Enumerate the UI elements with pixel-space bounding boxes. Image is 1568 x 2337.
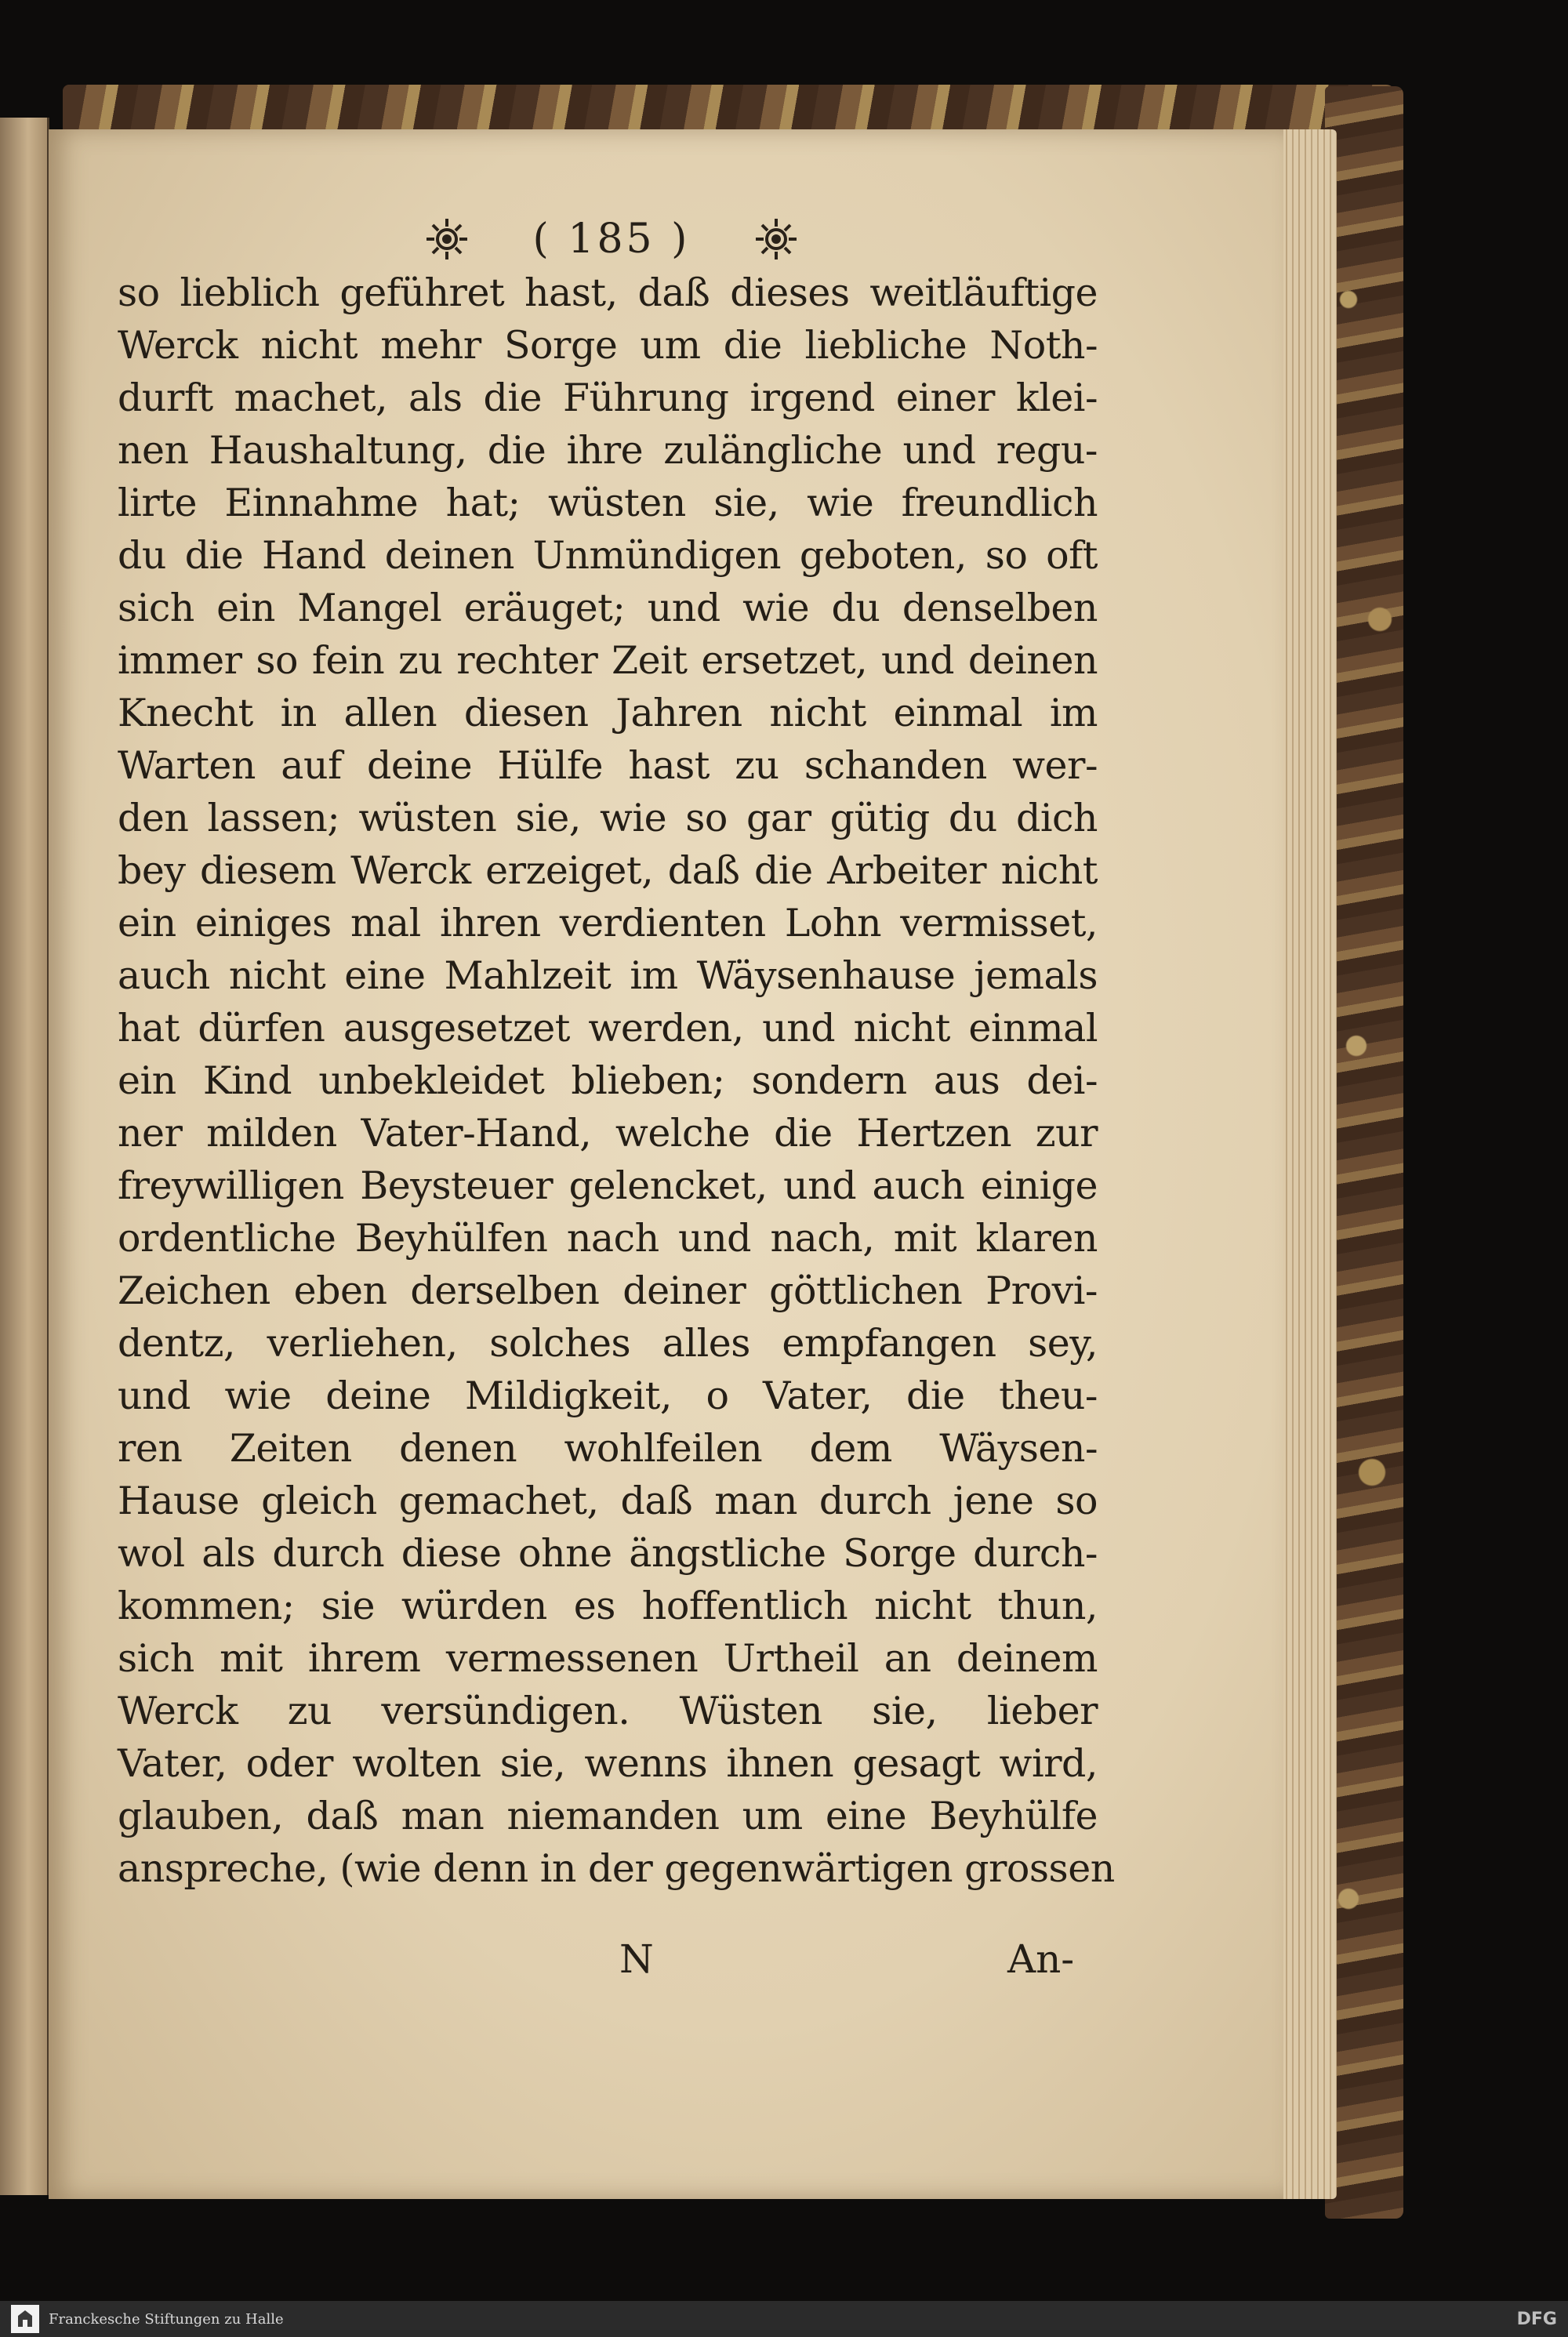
text-line: glauben, daß man niemanden um eine Beyhülfe xyxy=(118,1794,1098,1838)
text-line: ner milden Vater-Hand, welche die Hertzen zur xyxy=(118,1111,1098,1156)
text-line: Knecht in allen diesen Jahren nicht einmal im xyxy=(118,691,1098,735)
text-line: und wie deine Mildigkeit, o Vater, die theu- xyxy=(118,1374,1098,1418)
text-line: lirte Einnahme hat; wüsten sie, wie freundlich xyxy=(118,481,1098,525)
text-line: du die Hand deinen Unmündigen geboten, so oft xyxy=(118,533,1098,578)
catchword: An- xyxy=(1007,1936,1075,1982)
text-line: den lassen; wüsten sie, wie so gar gütig du dich xyxy=(118,796,1098,840)
text-line: dentz, verliehen, solches alles empfangen sey, xyxy=(118,1321,1098,1366)
text-line: auch nicht eine Mahlzeit im Wäysenhause jemals xyxy=(118,953,1098,998)
text-line: so lieblich geführet hast, daß dieses weitläuftige xyxy=(118,270,1098,315)
text-line: durft machet, als die Führung irgend einer klei- xyxy=(118,376,1098,420)
footer-institution xyxy=(11,2305,284,2333)
footer-bar xyxy=(0,2301,1568,2337)
text-line: Zeichen eben derselben deiner göttlichen Provi- xyxy=(118,1268,1098,1313)
text-line: hat dürfen ausgesetzet werden, und nicht einmal xyxy=(118,1006,1098,1051)
left-page-edge xyxy=(0,118,49,2195)
text-line: ein Kind unbekleidet blieben; sondern aus dei- xyxy=(118,1058,1098,1103)
text-line: ein einiges mal ihren verdienten Lohn vermisset, xyxy=(118,901,1098,945)
text-line: Warten auf deine Hülfe hast zu schanden wer- xyxy=(118,743,1098,788)
institution-name: Franckesche Stiftungen zu Halle xyxy=(49,2310,284,2328)
text-line: Werck zu versündigen. Wüsten sie, lieber xyxy=(118,1689,1098,1733)
marbled-board-spine xyxy=(1325,86,1403,2219)
text-line: bey diesem Werck erzeiget, daß die Arbeiter nicht xyxy=(118,848,1098,893)
text-line: Hause gleich gemachet, daß man durch jene so xyxy=(118,1479,1098,1523)
dfg-logo: DFG xyxy=(1516,2309,1557,2329)
text-line: wol als durch diese ohne ängstliche Sorge durch- xyxy=(118,1531,1098,1576)
page-number: ( 185 ) xyxy=(532,216,691,263)
ornament-right-icon xyxy=(753,216,800,263)
text-line: ordentliche Beyhülfen nach und nach, mit klaren xyxy=(118,1216,1098,1261)
text-line: nen Haushaltung, die ihre zulängliche und regu- xyxy=(118,428,1098,473)
text-line: freywilligen Beysteuer gelencket, und auch einige xyxy=(118,1163,1098,1208)
text-line: Vater, oder wolten sie, wenns ihnen gesagt wird, xyxy=(118,1741,1098,1786)
page-header xyxy=(423,212,800,267)
text-line: anspreche, (wie denn in der gegenwärtigen grossen xyxy=(118,1846,1115,1891)
text-line: Werck nicht mehr Sorge um die liebliche Noth- xyxy=(118,323,1098,368)
signature-mark: N xyxy=(619,1936,654,1982)
text-line: ren Zeiten denen wohlfeilen dem Wäysen- xyxy=(118,1426,1098,1471)
text-line: kommen; sie würden es hoffentlich nicht thun, xyxy=(118,1584,1098,1628)
ornament-left-icon xyxy=(423,216,470,263)
body-text xyxy=(118,267,1115,1895)
institution-logo-icon xyxy=(11,2305,39,2333)
text-line: sich ein Mangel eräuget; und wie du denselben xyxy=(118,586,1098,630)
text-line: sich mit ihrem vermessenen Urtheil an deinem xyxy=(118,1636,1098,1681)
text-line: immer so fein zu rechter Zeit ersetzet, und deinen xyxy=(118,638,1098,683)
